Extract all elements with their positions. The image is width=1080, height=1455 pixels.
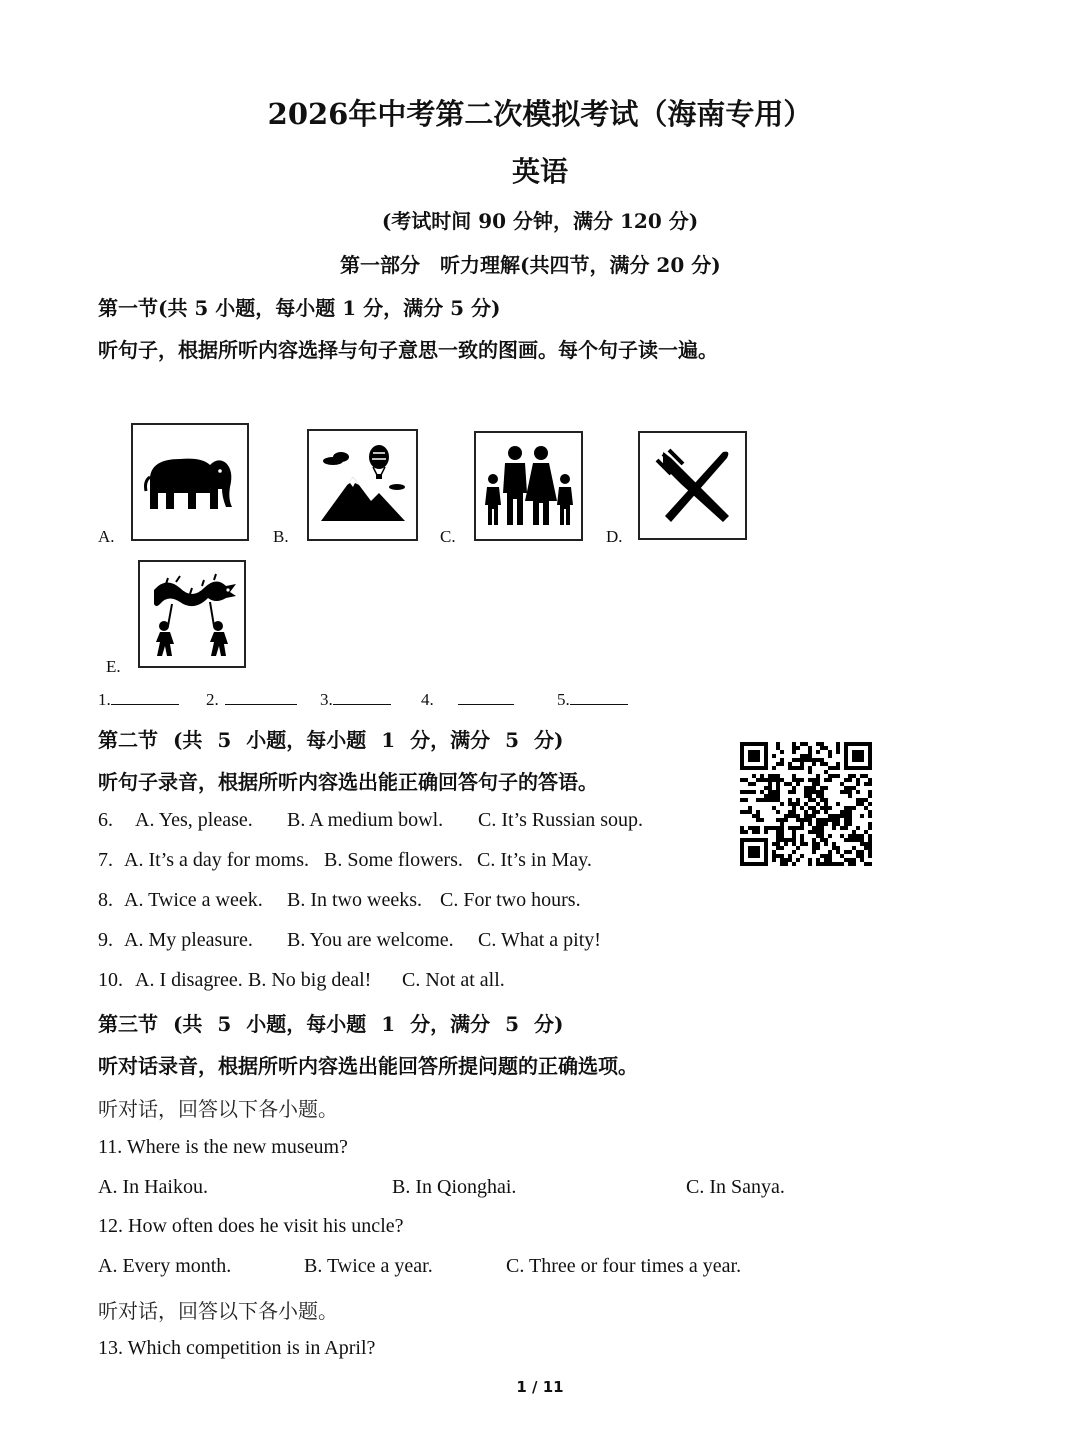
picture-c-label: C.	[440, 527, 456, 546]
picture-b	[307, 429, 418, 541]
picture-d	[638, 431, 747, 540]
question-9-option-a: A. My pleasure.	[124, 929, 253, 951]
family-icon	[481, 443, 577, 529]
answer-blank-2[interactable]: 2.	[206, 688, 297, 710]
question-12-option-c: C. Three or four times a year.	[506, 1255, 742, 1277]
question-6-option-c: C. It’s Russian soup.	[478, 809, 644, 831]
question-7-number: 7.	[98, 849, 113, 871]
section2-instruction: 听句子录音，根据所听内容选出能正确回答句子的答语。	[98, 770, 598, 794]
section2-title: 第二节 (共 5 小题，每小题 1 分，满分 5 分)	[98, 728, 564, 752]
subject-title: 英语	[511, 155, 568, 188]
question-11-option-a: A. In Haikou.	[98, 1176, 208, 1198]
answer-blank-1[interactable]: 1.	[98, 688, 179, 710]
qr-code	[740, 742, 872, 866]
question-9-option-c: C. What a pity!	[478, 929, 601, 951]
question-11-option-c: C. In Sanya.	[686, 1176, 785, 1198]
question-12-option-b: B. Twice a year.	[304, 1255, 433, 1277]
question-7-option-c: C. It’s in May.	[477, 849, 592, 871]
question-8-option-a: A. Twice a week.	[124, 889, 263, 911]
question-10-option-b: B. No big deal!	[248, 969, 372, 991]
question-9-number: 9.	[98, 929, 113, 951]
qr-code-icon	[740, 742, 872, 866]
section3-instruction: 听对话录音，根据所听内容选出能回答所提问题的正确选项。	[98, 1054, 638, 1078]
answer-blank-3[interactable]: 3.	[320, 688, 391, 710]
question-7-option-a: A. It’s a day for moms.	[124, 849, 309, 871]
picture-a-label: A.	[98, 527, 115, 546]
question-13-text: 13. Which competition is in April?	[98, 1337, 376, 1359]
question-8-number: 8.	[98, 889, 113, 911]
picture-d-label: D.	[606, 527, 623, 546]
question-10-number: 10.	[98, 969, 123, 991]
question-9-option-b: B. You are welcome.	[287, 929, 454, 951]
answer-blank-5[interactable]: 5.	[557, 688, 628, 710]
question-7-option-b: B. Some flowers.	[324, 849, 463, 871]
answer-blank-4[interactable]: 4.	[421, 688, 514, 710]
section1-instruction: 听句子，根据所听内容选择与句子意思一致的图画。每个句子读一遍。	[98, 338, 718, 362]
picture-b-label: B.	[273, 527, 289, 546]
section3-title: 第三节 (共 5 小题，每小题 1 分，满分 5 分)	[98, 1012, 564, 1036]
picture-a	[131, 423, 249, 541]
question-11-text: 11. Where is the new museum?	[98, 1136, 348, 1158]
page-number: 1 / 11	[516, 1378, 564, 1396]
question-10-option-c: C. Not at all.	[402, 969, 505, 991]
question-8-option-b: B. In two weeks.	[287, 889, 422, 911]
question-10-option-a: A. I disagree.	[135, 969, 243, 991]
part-title: 第一部分 听力理解(共四节，满分 20 分)	[340, 253, 721, 277]
mountain-balloon-icon	[317, 443, 409, 527]
section1-title: 第一节(共 5 小题，每小题 1 分，满分 5 分)	[98, 296, 501, 320]
exam-info: (考试时间 90 分钟，满分 120 分)	[381, 209, 699, 233]
picture-c	[474, 431, 583, 541]
exam-title: 2026年中考第二次模拟考试（海南专用）	[267, 97, 813, 131]
question-6-number: 6.	[98, 809, 113, 831]
question-12-option-a: A. Every month.	[98, 1255, 232, 1277]
dragon-dance-icon	[146, 570, 238, 658]
picture-e-label: E.	[106, 657, 121, 676]
question-12-text: 12. How often does he visit his uncle?	[98, 1215, 404, 1237]
question-11-option-b: B. In Qionghai.	[392, 1176, 517, 1198]
dialogue-lead-1: 听对话，回答以下各小题。	[98, 1097, 338, 1121]
question-8-option-c: C. For two hours.	[440, 889, 581, 911]
question-6-option-b: B. A medium bowl.	[287, 809, 444, 831]
fork-knife-icon	[653, 446, 733, 526]
elephant-icon	[140, 447, 240, 517]
picture-e	[138, 560, 246, 668]
dialogue-lead-2: 听对话，回答以下各小题。	[98, 1299, 338, 1323]
question-6-option-a: A. Yes, please.	[135, 809, 253, 831]
